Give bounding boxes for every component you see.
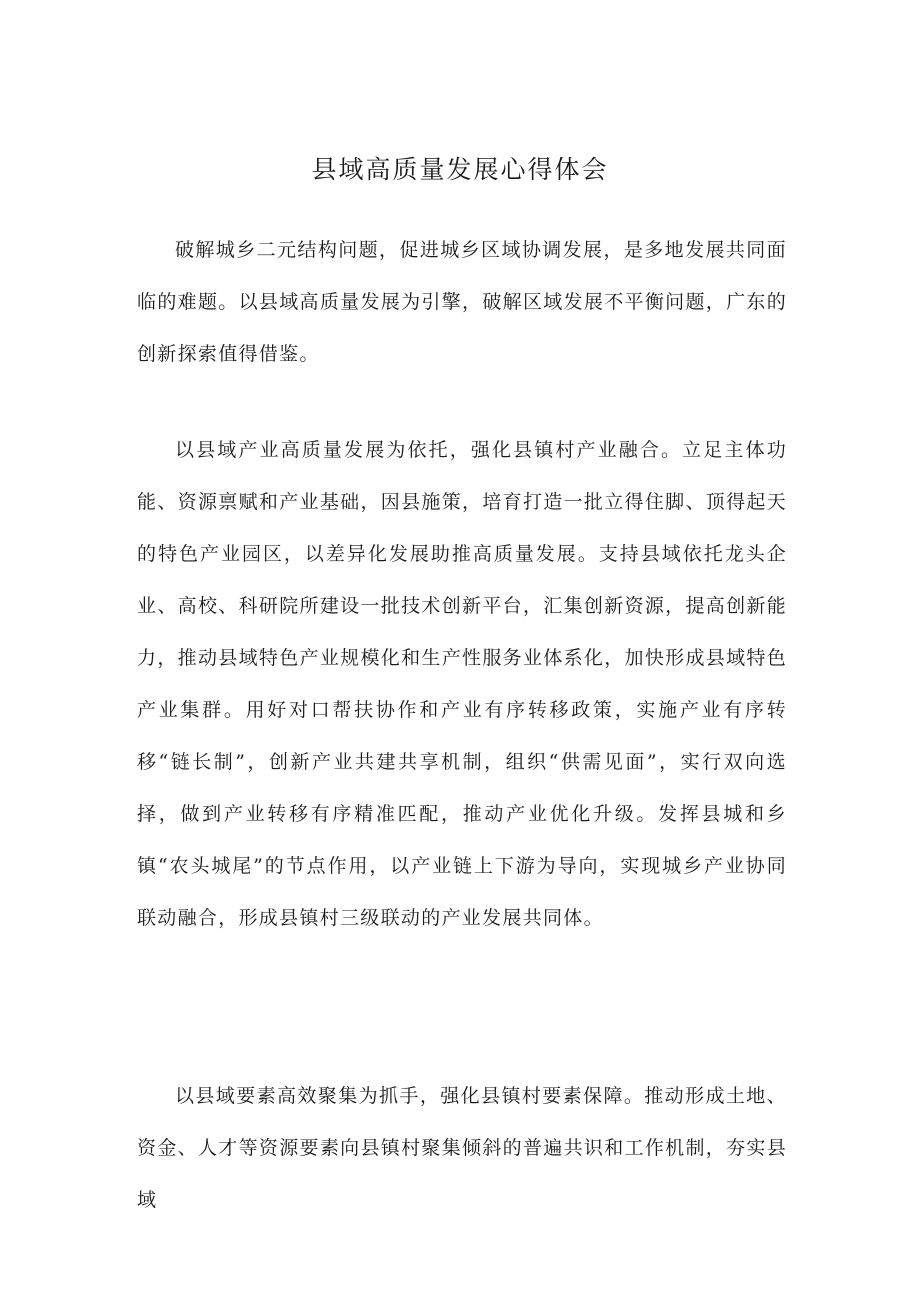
paragraph-2: 以县域产业高质量发展为依托，强化县镇村产业融合。立足主体功能、资源禀赋和产业基础，因县施策，培育打造一批立得住脚、顶得起天的特色产业园区，以差异化发展助推高质量发展。支持县域依托龙头企业、高校、科研院所建设一批技术创新平台，汇集创新资源，提高创新能力，推动县域特色产业规模化和生产性服务业体系化，加快形成县域特色产业集群。用好对口帮扶协作和产业有序转移政策，实施产业有序转移“链长制”，创新产业共建共享机制，组织“供需见面”，实行双向选择，做到产业转移有序精准匹配，推动产业优化升级。发挥县城和乡镇“农头城尾”的节点作用，以产业链上下游为导向，实现城乡产业协同联动融合，形成县镇村三级联动的产业发展共同体。 — [137, 439, 787, 929]
document-title: 县域高质量发展心得体会 — [311, 155, 609, 184]
paragraph-1: 破解城乡二元结构问题，促进城乡区域协调发展，是多地发展共同面临的难题。以县域高质量发展为引擎，破解区域发展不平衡问题，广东的创新探索值得借鉴。 — [137, 239, 787, 365]
paragraph-3: 以县域要素高效聚集为抓手，强化县镇村要素保障。推动形成土地、资金、人才等资源要素向县镇村聚集倾斜的普遍共识和工作机制，夯实县域 — [137, 1085, 787, 1211]
